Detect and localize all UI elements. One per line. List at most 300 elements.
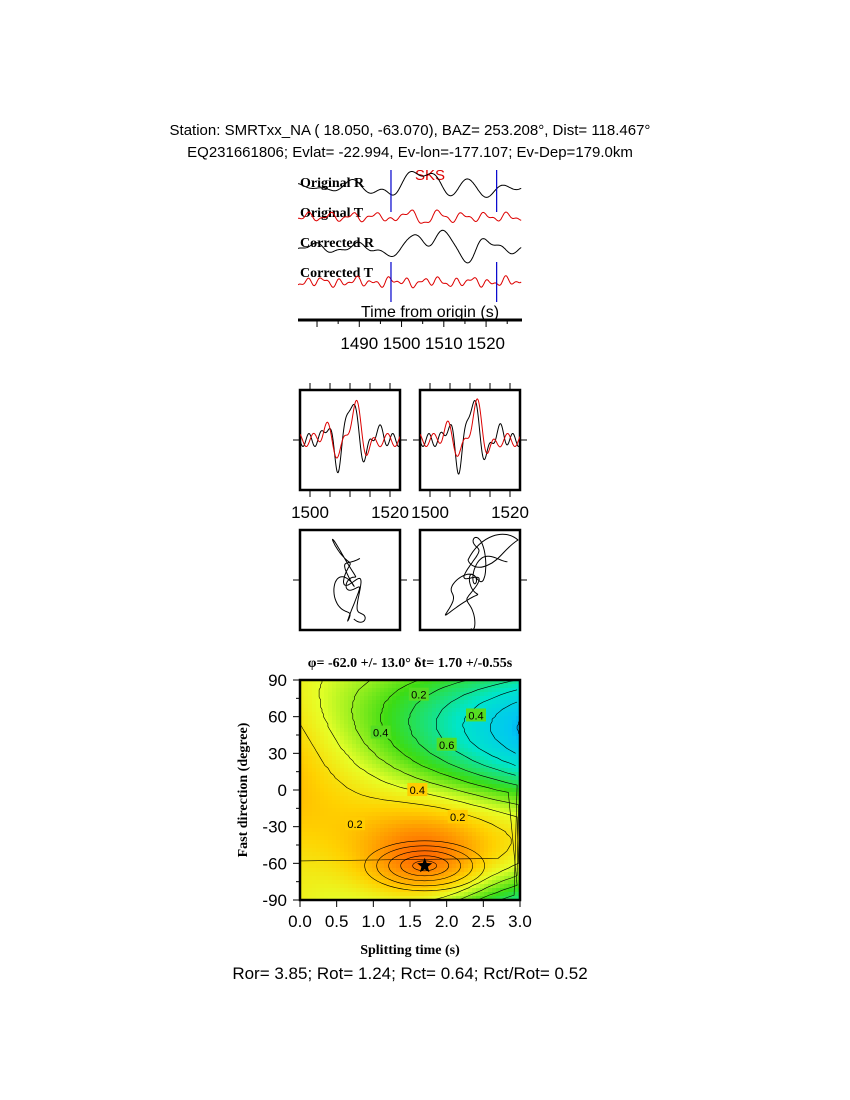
heatmap-cell — [364, 716, 368, 720]
heatmap-cell — [316, 792, 320, 796]
heatmap-cell — [440, 836, 444, 840]
heatmap-cell — [416, 708, 420, 712]
heatmap-cell — [472, 768, 476, 772]
heatmap-cell — [316, 732, 320, 736]
heatmap-cell — [356, 684, 360, 688]
contour-label: 0.4 — [409, 785, 425, 797]
heatmap-cell — [484, 836, 488, 840]
heatmap-cell — [356, 740, 360, 744]
heatmap-cell — [388, 888, 392, 892]
heatmap-cell — [308, 776, 312, 780]
trace-label-original-t: Original T — [300, 206, 364, 221]
heatmap-cell — [424, 832, 428, 836]
heatmap-cell — [304, 800, 308, 804]
heatmap-xtick-label: 0.0 — [288, 912, 312, 931]
heatmap-cell — [452, 704, 456, 708]
heatmap-cell — [432, 892, 436, 896]
heatmap-cell — [440, 876, 444, 880]
heatmap-cell — [376, 868, 380, 872]
heatmap-cell — [464, 748, 468, 752]
heatmap-cell — [372, 780, 376, 784]
heatmap-cell — [340, 868, 344, 872]
heatmap-cell — [500, 876, 504, 880]
heatmap-cell — [484, 704, 488, 708]
heatmap-cell — [436, 800, 440, 804]
heatmap-cell — [320, 820, 324, 824]
heatmap-cell — [472, 832, 476, 836]
heatmap-cell — [376, 760, 380, 764]
heatmap-cell — [304, 776, 308, 780]
heatmap-cell — [400, 736, 404, 740]
heatmap-cell — [352, 688, 356, 692]
heatmap-cell — [376, 816, 380, 820]
heatmap-cell — [484, 768, 488, 772]
heatmap-cell — [344, 764, 348, 768]
heatmap-cell — [356, 804, 360, 808]
heatmap-cell — [500, 816, 504, 820]
heatmap-cell — [312, 812, 316, 816]
heatmap-cell — [312, 888, 316, 892]
heatmap-cell — [348, 704, 352, 708]
heatmap-cell — [360, 692, 364, 696]
heatmap-cell — [384, 720, 388, 724]
heatmap-cell — [332, 748, 336, 752]
heatmap-cell — [488, 860, 492, 864]
heatmap-cell — [320, 800, 324, 804]
heatmap-cell — [404, 732, 408, 736]
heatmap-cell — [456, 712, 460, 716]
heatmap-ytick-label: 90 — [268, 671, 287, 690]
heatmap-cell — [372, 708, 376, 712]
heatmap-cell — [344, 716, 348, 720]
heatmap-cell — [332, 864, 336, 868]
heatmap-cell — [332, 692, 336, 696]
heatmap-cell — [364, 780, 368, 784]
heatmap-cell — [384, 784, 388, 788]
heatmap-cell — [368, 820, 372, 824]
heatmap-cell — [424, 888, 428, 892]
heatmap-cell — [508, 820, 512, 824]
heatmap-cell — [404, 688, 408, 692]
heatmap-cell — [332, 820, 336, 824]
heatmap-cell — [332, 836, 336, 840]
heatmap-cell — [340, 832, 344, 836]
heatmap-cell — [492, 860, 496, 864]
heatmap-cell — [332, 832, 336, 836]
heatmap-cell — [304, 700, 308, 704]
heatmap-cell — [320, 836, 324, 840]
heatmap-cell — [368, 800, 372, 804]
heatmap-cell — [496, 864, 500, 868]
heatmap-cell — [504, 892, 508, 896]
heatmap-cell — [488, 748, 492, 752]
heatmap-cell — [356, 724, 360, 728]
heatmap-cell — [376, 888, 380, 892]
heatmap-cell — [400, 776, 404, 780]
heatmap-cell — [476, 864, 480, 868]
heatmap-cell — [472, 752, 476, 756]
heatmap-cell — [380, 768, 384, 772]
heatmap-cell — [440, 864, 444, 868]
heatmap-cell — [484, 816, 488, 820]
heatmap-cell — [428, 876, 432, 880]
heatmap-cell — [504, 720, 508, 724]
heatmap-cell — [328, 712, 332, 716]
heatmap-cell — [480, 776, 484, 780]
heatmap-cell — [308, 800, 312, 804]
heatmap-cell — [444, 828, 448, 832]
heatmap-cell — [456, 832, 460, 836]
heatmap-cell — [444, 788, 448, 792]
heatmap-cell — [472, 844, 476, 848]
heatmap-cell — [324, 784, 328, 788]
heatmap-cell — [444, 708, 448, 712]
heatmap-cell — [320, 828, 324, 832]
heatmap-cell — [340, 808, 344, 812]
heatmap-cell — [400, 744, 404, 748]
heatmap-cell — [380, 804, 384, 808]
heatmap-cell — [356, 788, 360, 792]
heatmap-cell — [320, 692, 324, 696]
heatmap-cell — [312, 876, 316, 880]
heatmap-cell — [332, 892, 336, 896]
heatmap-cell — [500, 824, 504, 828]
heatmap-cell — [352, 884, 356, 888]
heatmap-cell — [432, 740, 436, 744]
heatmap-cell — [304, 772, 308, 776]
heatmap-cell — [368, 892, 372, 896]
heatmap-cell — [508, 868, 512, 872]
heatmap-cell — [512, 744, 516, 748]
heatmap-cell — [444, 780, 448, 784]
heatmap-cell — [428, 776, 432, 780]
heatmap-cell — [412, 768, 416, 772]
heatmap-cell — [476, 780, 480, 784]
heatmap-cell — [352, 836, 356, 840]
heatmap-cell — [452, 780, 456, 784]
heatmap-cell — [420, 732, 424, 736]
heatmap-cell — [500, 792, 504, 796]
heatmap-cell — [332, 720, 336, 724]
heatmap-cell — [320, 784, 324, 788]
heatmap-cell — [428, 812, 432, 816]
heatmap-cell — [336, 840, 340, 844]
heatmap-cell — [380, 888, 384, 892]
heatmap-cell — [424, 760, 428, 764]
heatmap-cell — [388, 772, 392, 776]
heatmap-cell — [332, 708, 336, 712]
heatmap-cell — [364, 888, 368, 892]
heatmap-cell — [380, 788, 384, 792]
heatmap-cell — [436, 700, 440, 704]
heatmap-cell — [404, 828, 408, 832]
heatmap-cell — [312, 820, 316, 824]
heatmap-cell — [364, 692, 368, 696]
heatmap-cell — [312, 808, 316, 812]
heatmap-cell — [508, 740, 512, 744]
heatmap-cell — [352, 892, 356, 896]
heatmap-cell — [476, 752, 480, 756]
heatmap-cell — [432, 772, 436, 776]
heatmap-cell — [344, 708, 348, 712]
heatmap-cell — [488, 708, 492, 712]
heatmap-cell — [428, 884, 432, 888]
heatmap-cell — [500, 848, 504, 852]
heatmap-cell — [396, 800, 400, 804]
heatmap-cell — [336, 756, 340, 760]
heatmap-cell — [452, 864, 456, 868]
heatmap-cell — [412, 852, 416, 856]
heatmap-cell — [396, 712, 400, 716]
event-line: EQ231661806; Evlat= -22.994, Ev-lon=-177.107; Ev-Dep=179.0km — [187, 144, 633, 161]
heatmap-cell — [496, 804, 500, 808]
heatmap-cell — [372, 804, 376, 808]
heatmap-cell — [424, 804, 428, 808]
heatmap-cell — [452, 772, 456, 776]
heatmap-cell — [424, 812, 428, 816]
heatmap-cell — [420, 720, 424, 724]
heatmap-cell — [432, 728, 436, 732]
heatmap-cell — [324, 888, 328, 892]
heatmap-cell — [496, 752, 500, 756]
heatmap-cell — [364, 728, 368, 732]
heatmap-cell — [480, 692, 484, 696]
waveform-xlabel: Time from origin (s) — [360, 304, 500, 321]
heatmap-cell — [340, 840, 344, 844]
heatmap-cell — [444, 700, 448, 704]
heatmap-cell — [312, 696, 316, 700]
heatmap-cell — [328, 820, 332, 824]
heatmap-cell — [372, 720, 376, 724]
heatmap-cell — [340, 720, 344, 724]
heatmap-cell — [392, 808, 396, 812]
grid-search-title: φ= -62.0 +/- 13.0° δt= 1.70 +/-0.55s — [307, 656, 513, 671]
heatmap-cell — [324, 808, 328, 812]
heatmap-cell — [368, 840, 372, 844]
heatmap-cell — [308, 752, 312, 756]
heatmap-cell — [324, 792, 328, 796]
heatmap-ytick-label: -30 — [262, 817, 287, 837]
heatmap-cell — [400, 884, 404, 888]
heatmap-cell — [328, 872, 332, 876]
heatmap-cell — [384, 740, 388, 744]
heatmap-cell — [484, 788, 488, 792]
heatmap-cell — [368, 748, 372, 752]
heatmap-cell — [320, 816, 324, 820]
heatmap-cell — [312, 872, 316, 876]
heatmap-cell — [364, 848, 368, 852]
ratios-line: Ror= 3.85; Rot= 1.24; Rct= 0.64; Rct/Rot= 0.52 — [232, 964, 588, 983]
heatmap-cell — [504, 688, 508, 692]
heatmap-cell — [332, 884, 336, 888]
heatmap-cell — [344, 760, 348, 764]
heatmap-cell — [436, 820, 440, 824]
heatmap-cell — [364, 884, 368, 888]
heatmap-cell — [488, 740, 492, 744]
heatmap-cell — [508, 756, 512, 760]
heatmap-cell — [316, 780, 320, 784]
heatmap-cell — [488, 864, 492, 868]
heatmap-cell — [312, 708, 316, 712]
heatmap-cell — [372, 832, 376, 836]
heatmap-cell — [340, 820, 344, 824]
heatmap-cell — [424, 740, 428, 744]
heatmap-cell — [460, 764, 464, 768]
heatmap-xtick-label: 1.5 — [398, 912, 422, 931]
heatmap-cell — [344, 696, 348, 700]
heatmap-cell — [360, 836, 364, 840]
heatmap-cell — [440, 712, 444, 716]
heatmap-cell — [460, 700, 464, 704]
heatmap-cell — [508, 744, 512, 748]
heatmap-cell — [492, 844, 496, 848]
heatmap-cell — [316, 844, 320, 848]
heatmap-cell — [328, 852, 332, 856]
heatmap-cell — [360, 808, 364, 812]
heatmap-cell — [332, 696, 336, 700]
heatmap-cell — [336, 820, 340, 824]
heatmap-cell — [512, 860, 516, 864]
heatmap-xtick-label: 0.5 — [324, 912, 349, 931]
heatmap-cell — [340, 816, 344, 820]
heatmap-cell — [332, 684, 336, 688]
heatmap-cell — [440, 720, 444, 724]
heatmap-cell — [496, 728, 500, 732]
heatmap-cell — [444, 696, 448, 700]
heatmap-cell — [360, 852, 364, 856]
heatmap-cell — [396, 756, 400, 760]
heatmap-cell — [340, 760, 344, 764]
heatmap-cell — [340, 688, 344, 692]
heatmap-cell — [316, 788, 320, 792]
heatmap-cell — [472, 840, 476, 844]
heatmap-cell — [412, 772, 416, 776]
heatmap-cell — [460, 740, 464, 744]
heatmap-cell — [396, 796, 400, 800]
heatmap-cell — [492, 772, 496, 776]
heatmap-cell — [316, 740, 320, 744]
heatmap-cell — [404, 812, 408, 816]
heatmap-cell — [328, 808, 332, 812]
waveform-tick-label: 1520 — [467, 334, 505, 353]
heatmap-cell — [372, 760, 376, 764]
heatmap-cell — [308, 724, 312, 728]
heatmap-cell — [376, 772, 380, 776]
heatmap-cell — [336, 808, 340, 812]
heatmap-cell — [380, 832, 384, 836]
heatmap-cell — [360, 872, 364, 876]
heatmap-cell — [456, 688, 460, 692]
heatmap-cell — [504, 824, 508, 828]
heatmap-cell — [468, 700, 472, 704]
heatmap-cell — [324, 800, 328, 804]
heatmap-cell — [464, 760, 468, 764]
heatmap-cell — [336, 712, 340, 716]
heatmap-cell — [508, 736, 512, 740]
heatmap-cell — [452, 784, 456, 788]
heatmap-cell — [312, 796, 316, 800]
heatmap-cell — [476, 756, 480, 760]
heatmap-cell — [388, 700, 392, 704]
heatmap-cell — [492, 868, 496, 872]
heatmap-cell — [392, 828, 396, 832]
heatmap-cell — [480, 808, 484, 812]
heatmap-cell — [408, 840, 412, 844]
heatmap-cell — [472, 868, 476, 872]
heatmap-cell — [424, 744, 428, 748]
heatmap-cell — [448, 692, 452, 696]
heatmap-cell — [368, 864, 372, 868]
heatmap-cell — [500, 724, 504, 728]
heatmap-cell — [344, 788, 348, 792]
heatmap-cell — [336, 684, 340, 688]
heatmap-cell — [424, 724, 428, 728]
heatmap-cell — [316, 872, 320, 876]
heatmap-cell — [440, 788, 444, 792]
heatmap-cell — [376, 808, 380, 812]
heatmap-cell — [392, 868, 396, 872]
heatmap-cell — [396, 724, 400, 728]
heatmap-cell — [492, 852, 496, 856]
heatmap-cell — [376, 824, 380, 828]
heatmap-cell — [500, 700, 504, 704]
heatmap-cell — [460, 804, 464, 808]
heatmap-cell — [312, 684, 316, 688]
heatmap-cell — [436, 812, 440, 816]
heatmap-cell — [440, 892, 444, 896]
grid-search-ylabel: Fast direction (degree) — [236, 722, 251, 858]
heatmap-cell — [380, 772, 384, 776]
heatmap-cell — [336, 772, 340, 776]
heatmap-cell — [328, 796, 332, 800]
heatmap-cell — [468, 828, 472, 832]
heatmap-cell — [424, 892, 428, 896]
heatmap-cell — [388, 716, 392, 720]
heatmap-cell — [328, 876, 332, 880]
heatmap-cell — [396, 728, 400, 732]
heatmap-cell — [496, 836, 500, 840]
heatmap-cell — [308, 832, 312, 836]
heatmap-cell — [496, 844, 500, 848]
heatmap-cell — [480, 884, 484, 888]
heatmap-cell — [404, 744, 408, 748]
heatmap-cell — [368, 812, 372, 816]
heatmap-cell — [476, 728, 480, 732]
heatmap-cell — [448, 724, 452, 728]
heatmap-cell — [408, 748, 412, 752]
heatmap-cell — [308, 804, 312, 808]
heatmap-cell — [456, 724, 460, 728]
heatmap-cell — [368, 844, 372, 848]
heatmap-cell — [476, 844, 480, 848]
heatmap-cell — [304, 692, 308, 696]
heatmap-cell — [316, 764, 320, 768]
heatmap-cell — [444, 836, 448, 840]
heatmap-cell — [508, 732, 512, 736]
heatmap-cell — [396, 732, 400, 736]
heatmap-cell — [336, 876, 340, 880]
heatmap-cell — [392, 708, 396, 712]
heatmap-cell — [448, 732, 452, 736]
heatmap-cell — [468, 728, 472, 732]
heatmap-cell — [360, 700, 364, 704]
heatmap-cell — [312, 784, 316, 788]
heatmap-cell — [504, 696, 508, 700]
heatmap-cell — [504, 844, 508, 848]
heatmap-cell — [364, 892, 368, 896]
heatmap-cell — [376, 788, 380, 792]
heatmap-cell — [340, 800, 344, 804]
